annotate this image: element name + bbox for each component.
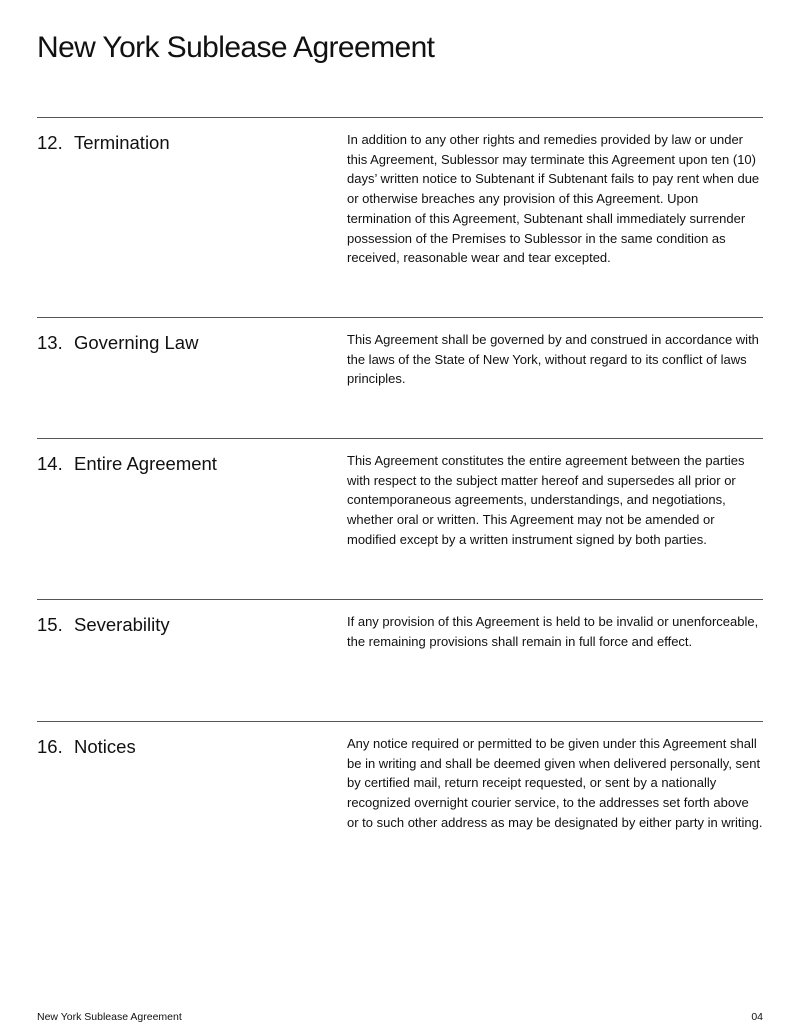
section-body: This Agreement constitutes the entire agreement between the parties with respect to the subject matter hereof and supersedes all prior or contemporaneous agreements, understandings, and negotiations, whether oral or written. This Agreement may not be amended or modified except by a written instrument signed by both parties.	[347, 453, 745, 547]
section-title: Termination	[74, 132, 170, 153]
section-notices	[37, 721, 763, 922]
footer-page-number: 04	[751, 1011, 763, 1023]
section-title: Entire Agreement	[74, 453, 217, 474]
section-severability	[37, 599, 763, 722]
section-heading	[37, 613, 170, 637]
section-number: 13.	[37, 332, 63, 353]
section-governing-law	[37, 317, 763, 439]
section-number: 16.	[37, 736, 63, 757]
document-title: New York Sublease Agreement	[37, 31, 435, 64]
section-title: Severability	[74, 614, 170, 635]
section-entire-agreement	[37, 438, 763, 600]
section-heading	[37, 331, 198, 355]
section-body: If any provision of this Agreement is held to be invalid or unenforceable, the remaining provisions shall remain in full force and effect.	[347, 614, 759, 649]
section-title: Governing Law	[74, 332, 199, 353]
section-number: 15.	[37, 614, 63, 635]
section-body: In addition to any other rights and remedies provided by law or under this Agreement, Sublessor may terminate this Agreement upon ten (10) days’ written notice to Subtenant if Subtenant fails to pay rent when due or otherwise breaches any provision of this Agreement. Upon termination of this Agreement, Subtenant shall immediately surrender possession of the Premises to Sublessor in the same condition as received, reasonable wear and tear excepted.	[347, 132, 760, 266]
section-body: Any notice required or permitted to be given under this Agreement shall be in writing and shall be deemed given when delivered personally, sent by certified mail, return receipt requested, or sent by a nationally recognized overnight courier service, to the addresses set forth above or to such other address as may be designated by either party in writing.	[347, 736, 763, 830]
footer-document-name: New York Sublease Agreement	[37, 1011, 182, 1023]
section-heading	[37, 735, 136, 759]
section-number: 14.	[37, 453, 63, 474]
section-title: Notices	[74, 736, 136, 757]
section-termination	[37, 117, 763, 318]
section-heading	[37, 452, 217, 476]
section-number: 12.	[37, 132, 63, 153]
section-heading	[37, 131, 170, 155]
section-body: This Agreement shall be governed by and construed in accordance with the laws of the State of New York, without regard to its conflict of laws principles.	[347, 332, 759, 387]
